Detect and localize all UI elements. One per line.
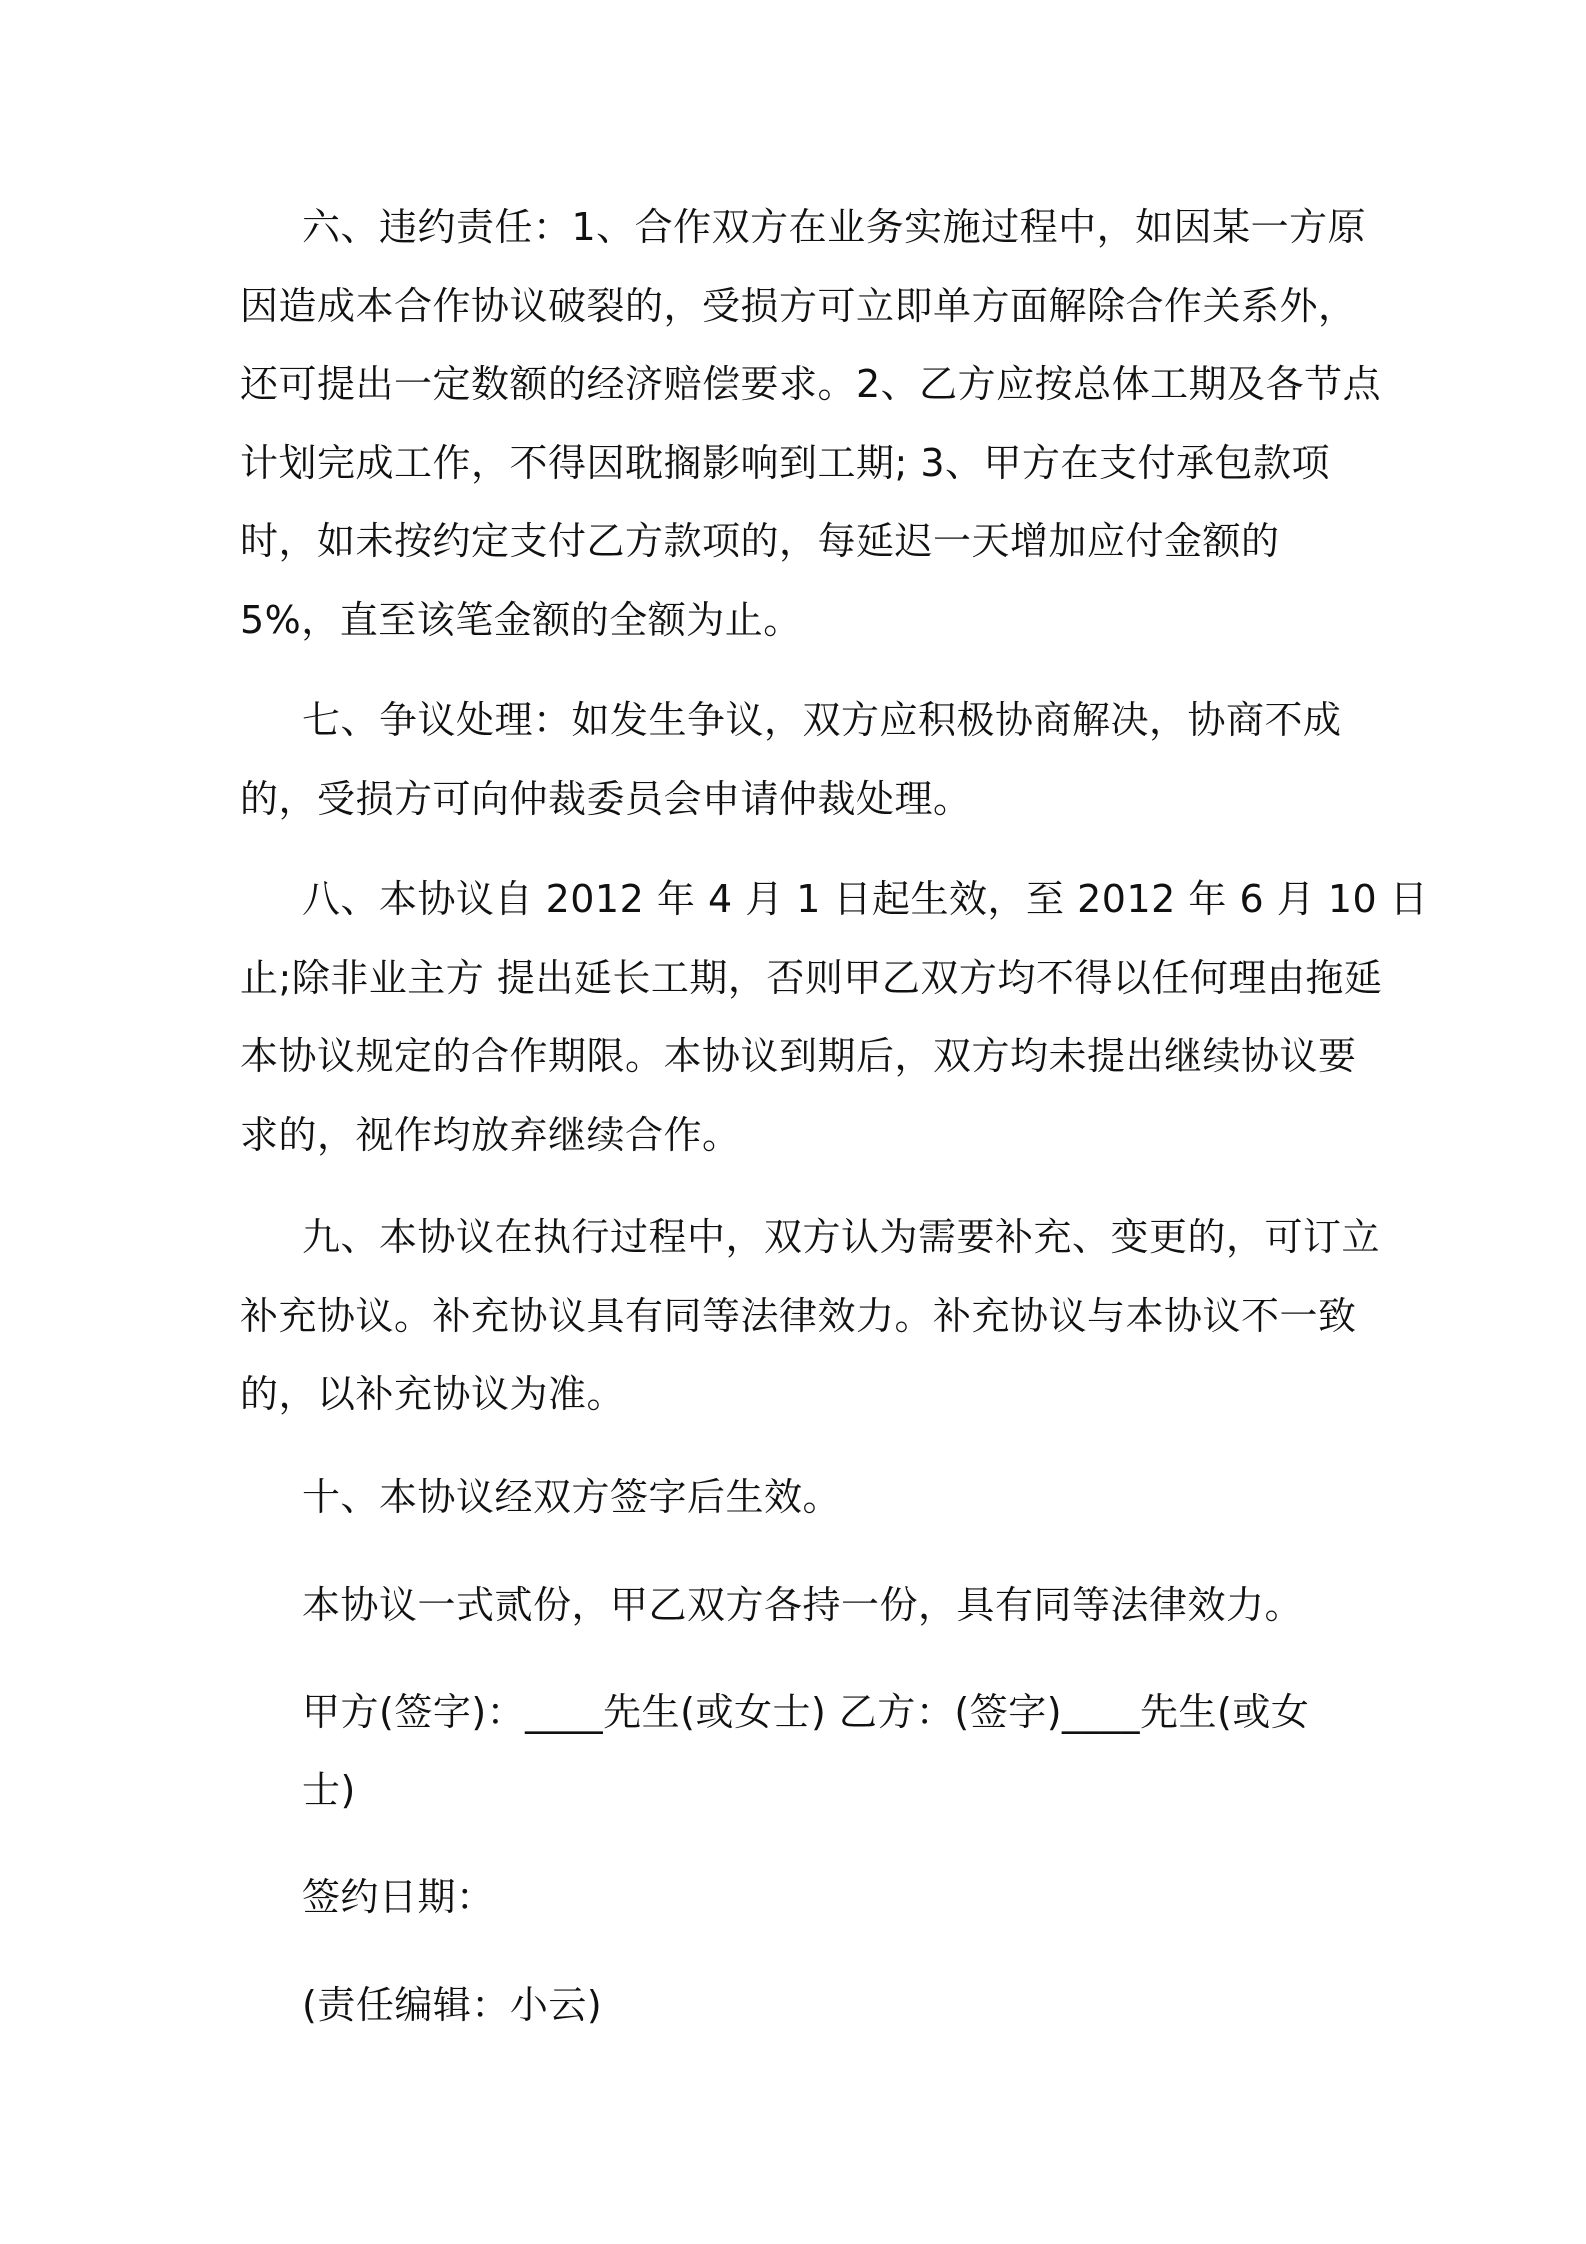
clause-8-line-3: 本协议规定的合作期限。本协议到期后，双方均未提出继续协议要 (240, 1034, 1357, 1078)
clause-7-line-1: 七、争议处理：如发生争议，双方应积极协商解决，协商不成 (302, 698, 1342, 742)
clause-6-line-4: 计划完成工作，不得因耽搁影响到工期; 3、甲方在支付承包款项 (240, 440, 1331, 485)
clause-6-line-1: 六、违约责任：1、合作双方在业务实施过程中，如因某一方原 (302, 205, 1367, 249)
paragraph-spacer (240, 838, 1350, 860)
clause-8-line-4: 求的，视作均放弃继续合作。 (240, 1112, 741, 1157)
clause-6-line-5: 时，如未按约定支付乙方款项的，每延迟一天增加应付金额的 (240, 519, 1280, 563)
paragraph-spacer (240, 1936, 1350, 1966)
clause-7-paragraph (240, 681, 1350, 838)
clause-9-line-3: 的，以补充协议为准。 (240, 1372, 626, 1416)
clause-7-line-2: 的，受损方可向仲裁委员会申请仲裁处理。 (240, 776, 972, 821)
paragraph-spacer (240, 1434, 1350, 1458)
paragraph-spacer (240, 659, 1350, 681)
clause-9-paragraph (240, 1198, 1381, 1434)
clause-6-line-3: 还可提出一定数额的经济赔偿要求。2、乙方应按总体工期及各节点 (240, 362, 1382, 406)
editor-note: (责任编辑：小云) (302, 1983, 603, 2027)
clause-6-line-2: 因造成本合作协议破裂的，受损方可立即单方面解除合作关系外， (240, 283, 1357, 328)
clause-9-line-1: 九、本协议在执行过程中，双方认为需要补充、变更的，可订立 (302, 1215, 1381, 1259)
clause-10-paragraph: 十、本协议经双方签字后生效。 (302, 1474, 842, 1519)
paragraph-spacer (240, 1645, 1350, 1673)
signature-line: 甲方(签字)：____先生(或女士) 乙方：(签字)____先生(或女士) (302, 1689, 1310, 1812)
clause-8-paragraph (240, 860, 1429, 1174)
clause-6-paragraph (240, 188, 1382, 659)
paragraph-spacer (240, 1830, 1350, 1858)
paragraph-spacer (240, 1174, 1350, 1198)
document-body (240, 188, 1429, 2045)
clause-6-line-6: 5%，直至该笔金额的全额为止。 (240, 597, 802, 642)
sign-date-label: 签约日期： (302, 1874, 495, 1919)
clause-9-line-2: 补充协议。补充协议具有同等法律效力。补充协议与本协议不一致 (240, 1293, 1357, 1338)
clause-8-line-2: 止;除非业主方 提出延长工期，否则甲乙双方均不得以任何理由拖延 (240, 955, 1383, 1000)
clause-8-line-1: 八、本协议自 2012 年 4 月 1 日起生效，至 2012 年 6 月 10 日 (302, 877, 1429, 921)
copies-note: 本协议一式贰份，甲乙双方各持一份，具有同等法律效力。 (302, 1583, 1304, 1627)
paragraph-spacer (240, 1536, 1350, 1566)
